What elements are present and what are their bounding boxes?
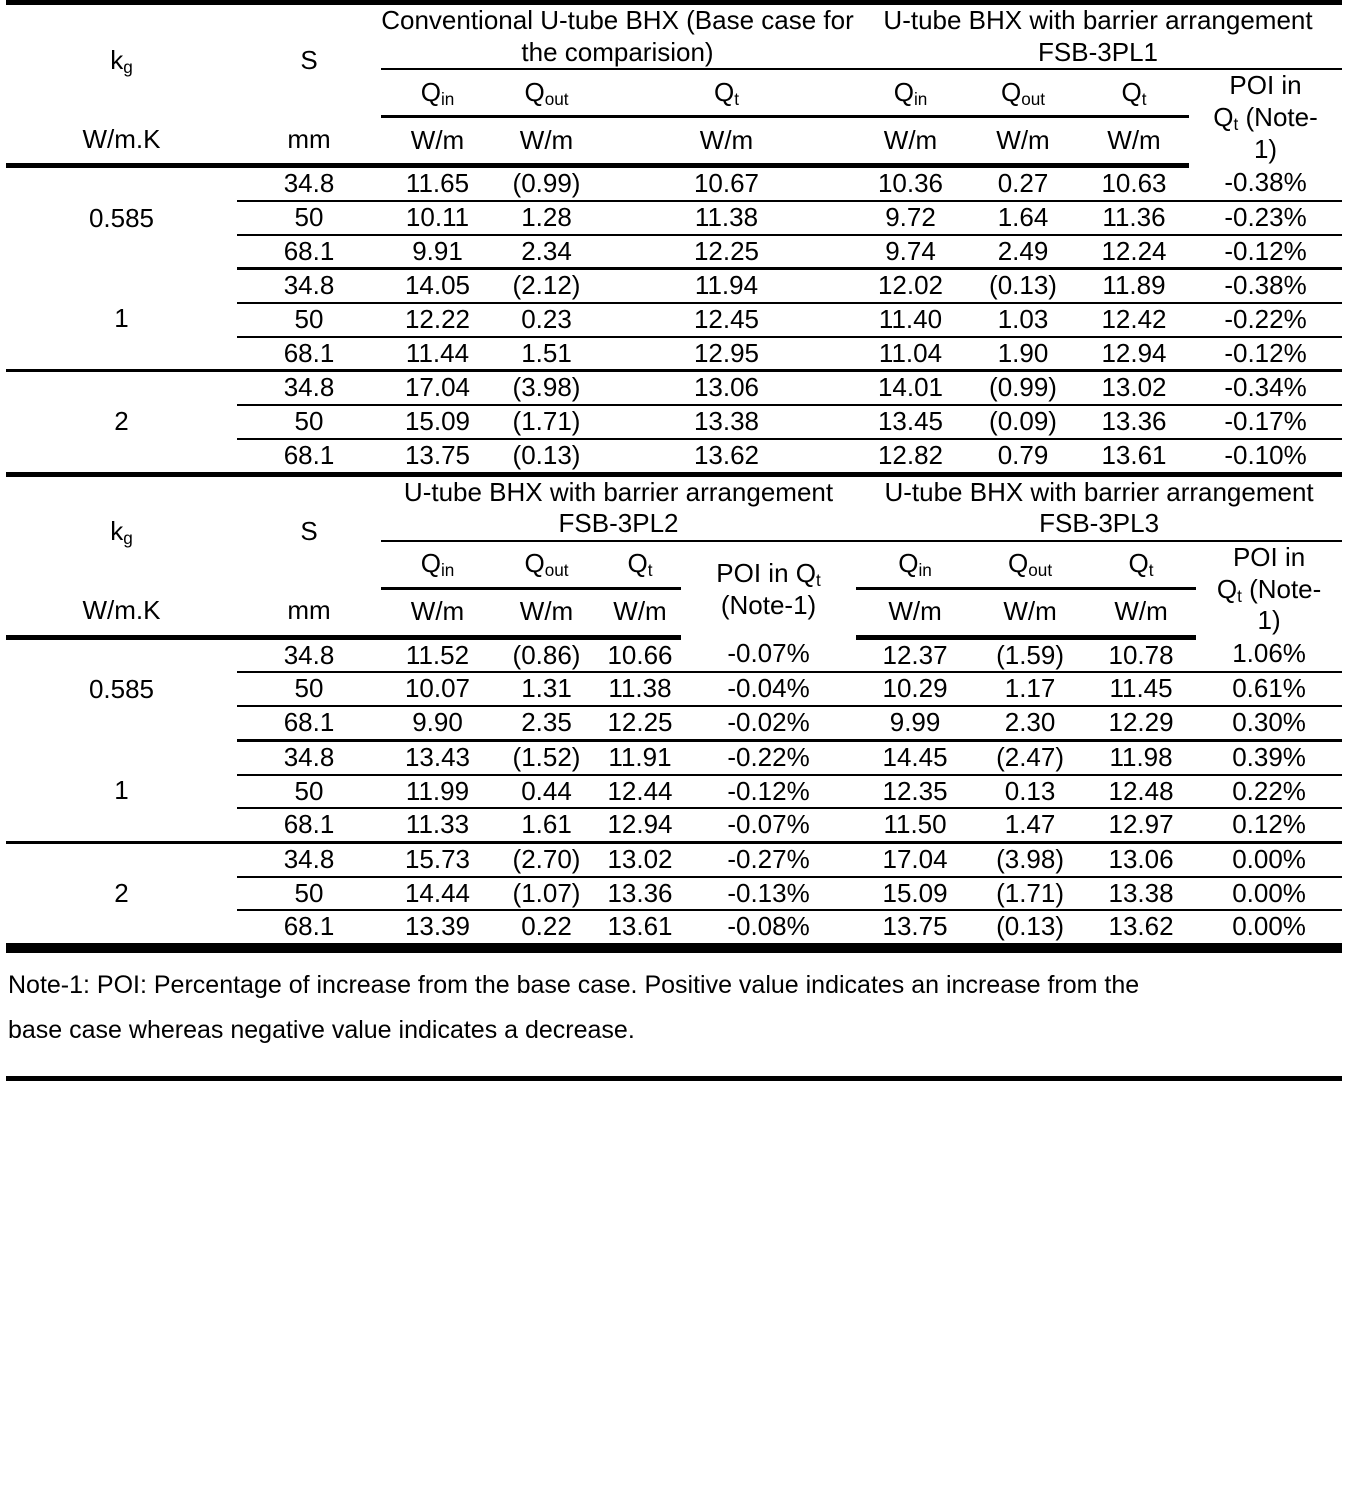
cell-p3-poi: 0.39% bbox=[1196, 740, 1342, 774]
s-symbol: S bbox=[300, 516, 318, 547]
cell-p3-poi: 0.12% bbox=[1196, 808, 1342, 842]
cell-base-qin: 13.75 bbox=[381, 439, 494, 474]
cell-p1-poi: -0.17% bbox=[1189, 405, 1342, 439]
cell-p3-qin: 14.45 bbox=[856, 740, 974, 774]
cell-p2-qout: 1.31 bbox=[494, 672, 599, 706]
cell-p2-qin: 14.44 bbox=[381, 877, 494, 911]
cell-p3-qout: (0.13) bbox=[974, 910, 1086, 945]
cell-p1-poi: -0.10% bbox=[1189, 439, 1342, 474]
unit-s: mm bbox=[237, 588, 381, 637]
group-header-row bbox=[6, 3, 1342, 70]
col-header-base-qt: $Q_t$ bbox=[599, 69, 854, 116]
cell-p3-qin: 9.99 bbox=[856, 706, 974, 740]
table-row bbox=[6, 637, 1342, 672]
poi-line-2: $Q_t$ (Note- bbox=[1216, 573, 1322, 606]
cell-p3-qt: 10.78 bbox=[1086, 637, 1196, 672]
cell-p2-qin: 13.43 bbox=[381, 740, 494, 774]
stub-header-kg bbox=[6, 477, 237, 588]
unit-p2-qin: W/m bbox=[381, 588, 494, 637]
cell-p3-qt: 12.48 bbox=[1086, 775, 1196, 809]
cell-p3-qout: (1.71) bbox=[974, 877, 1086, 911]
unit-p2-qt: W/m bbox=[599, 588, 681, 637]
cell-p1-qin: 10.36 bbox=[854, 166, 967, 201]
cell-p1-qin: 9.74 bbox=[854, 235, 967, 269]
cell-base-qin: 17.04 bbox=[381, 371, 494, 405]
cell-p1-poi: -0.12% bbox=[1189, 337, 1342, 371]
cell-p2-poi: -0.27% bbox=[681, 842, 856, 876]
cell-s: 68.1 bbox=[237, 910, 381, 945]
cell-base-qt: 12.95 bbox=[599, 337, 854, 371]
cell-base-qout: 2.34 bbox=[494, 235, 599, 269]
table-row bbox=[6, 740, 1342, 774]
cell-p2-poi: -0.12% bbox=[681, 775, 856, 809]
unit-kg: W/m.K bbox=[6, 116, 237, 165]
cell-p3-poi: 0.00% bbox=[1196, 910, 1342, 945]
group-header-conventional: Conventional U-tube BHX (Base case for the comparision) bbox=[381, 3, 854, 70]
footnote-line-2: base case whereas negative value indicates a decrease. bbox=[8, 1015, 635, 1044]
col-header-p2-qin: $Q_{in}$ bbox=[381, 541, 494, 588]
cell-s: 68.1 bbox=[237, 439, 381, 474]
unit-header-row bbox=[6, 116, 1342, 165]
group-header-fsb3pl3: U-tube BHX with barrier arrangement FSB-3PL3 bbox=[856, 477, 1342, 541]
col-header-p1-qt: $Q_t$ bbox=[1079, 69, 1189, 116]
cell-p2-qout: 0.44 bbox=[494, 775, 599, 809]
cell-base-qin: 11.65 bbox=[381, 166, 494, 201]
cell-p3-qin: 12.35 bbox=[856, 775, 974, 809]
cell-p3-qin: 15.09 bbox=[856, 877, 974, 911]
col-header-p2-qout: $Q_{out}$ bbox=[494, 541, 599, 588]
cell-p1-qout: 1.64 bbox=[967, 201, 1079, 235]
col-header-base-qout: $Q_{out}$ bbox=[494, 69, 599, 116]
cell-p2-poi: -0.07% bbox=[681, 808, 856, 842]
cell-p2-poi: -0.02% bbox=[681, 706, 856, 740]
cell-p2-poi: -0.08% bbox=[681, 910, 856, 945]
unit-base-qout: W/m bbox=[494, 116, 599, 165]
cell-p3-poi: 0.30% bbox=[1196, 706, 1342, 740]
stub-header-kg bbox=[6, 3, 237, 117]
cell-p1-qt: 13.61 bbox=[1079, 439, 1189, 474]
cell-p1-qt: 12.94 bbox=[1079, 337, 1189, 371]
unit-kg: W/m.K bbox=[6, 588, 237, 637]
cell-base-qout: (1.71) bbox=[494, 405, 599, 439]
cell-p2-qout: (2.70) bbox=[494, 842, 599, 876]
cell-p1-qin: 11.04 bbox=[854, 337, 967, 371]
cell-p2-poi: -0.22% bbox=[681, 740, 856, 774]
cell-p1-poi: -0.38% bbox=[1189, 269, 1342, 303]
table-row bbox=[6, 371, 1342, 405]
cell-base-qout: (0.99) bbox=[494, 166, 599, 201]
cell-base-qt: 13.38 bbox=[599, 405, 854, 439]
cell-base-qin: 10.11 bbox=[381, 201, 494, 235]
cell-base-qout: 1.28 bbox=[494, 201, 599, 235]
cell-p3-poi: 1.06% bbox=[1196, 637, 1342, 672]
results-table-part2 bbox=[6, 477, 1342, 949]
cell-p3-qt: 13.62 bbox=[1086, 910, 1196, 945]
cell-p3-qt: 13.38 bbox=[1086, 877, 1196, 911]
cell-p3-qout: (2.47) bbox=[974, 740, 1086, 774]
cell-p3-qin: 12.37 bbox=[856, 637, 974, 672]
cell-p2-qt: 13.61 bbox=[599, 910, 681, 945]
cell-base-qin: 15.09 bbox=[381, 405, 494, 439]
cell-p1-poi: -0.34% bbox=[1189, 371, 1342, 405]
cell-p1-qout: 2.49 bbox=[967, 235, 1079, 269]
poi2-line-2: (Note-1) bbox=[720, 589, 817, 620]
cell-base-qt: 11.94 bbox=[599, 269, 854, 303]
cell-kg: 1 bbox=[6, 740, 237, 842]
cell-p3-qout: 2.30 bbox=[974, 706, 1086, 740]
stub-header-s bbox=[237, 3, 381, 117]
cell-p1-qt: 12.24 bbox=[1079, 235, 1189, 269]
table-row bbox=[6, 166, 1342, 201]
cell-p3-qout: 1.17 bbox=[974, 672, 1086, 706]
cell-s: 50 bbox=[237, 303, 381, 337]
cell-base-qin: 9.91 bbox=[381, 235, 494, 269]
cell-p1-qt: 10.63 bbox=[1079, 166, 1189, 201]
cell-p1-qt: 12.42 bbox=[1079, 303, 1189, 337]
cell-s: 34.8 bbox=[237, 269, 381, 303]
cell-base-qin: 12.22 bbox=[381, 303, 494, 337]
unit-p1-qin: W/m bbox=[854, 116, 967, 165]
cell-s: 68.1 bbox=[237, 235, 381, 269]
kg-subscript: g bbox=[123, 56, 133, 77]
cell-p2-qin: 10.07 bbox=[381, 672, 494, 706]
cell-p3-poi: 0.00% bbox=[1196, 877, 1342, 911]
cell-s: 34.8 bbox=[237, 842, 381, 876]
cell-base-qout: (3.98) bbox=[494, 371, 599, 405]
cell-kg: 0.585 bbox=[88, 674, 155, 705]
cell-p1-qout: 1.03 bbox=[967, 303, 1079, 337]
col-header-p3-qout: $Q_{out}$ bbox=[974, 541, 1086, 588]
cell-p2-qt: 12.94 bbox=[599, 808, 681, 842]
cell-p2-qout: (1.52) bbox=[494, 740, 599, 774]
cell-p1-qout: 0.79 bbox=[967, 439, 1079, 474]
cell-p2-qout: (1.07) bbox=[494, 877, 599, 911]
cell-p1-qin: 14.01 bbox=[854, 371, 967, 405]
group-header-row bbox=[6, 477, 1342, 541]
cell-p2-poi: -0.04% bbox=[681, 672, 856, 706]
cell-kg: 1 bbox=[6, 269, 237, 371]
cell-p1-qt: 13.02 bbox=[1079, 371, 1189, 405]
cell-p3-qin: 13.75 bbox=[856, 910, 974, 945]
unit-p2-qout: W/m bbox=[494, 588, 599, 637]
cell-p3-qt: 11.98 bbox=[1086, 740, 1196, 774]
poi-line-1: POI in bbox=[1229, 70, 1302, 101]
unit-header-row bbox=[6, 588, 1342, 637]
col-header-p1-qout: $Q_{out}$ bbox=[967, 69, 1079, 116]
unit-s: mm bbox=[237, 116, 381, 165]
cell-s: 50 bbox=[237, 775, 381, 809]
table-row bbox=[6, 269, 1342, 303]
cell-p3-qout: (1.59) bbox=[974, 637, 1086, 672]
s-symbol: S bbox=[300, 44, 318, 75]
cell-s: 34.8 bbox=[237, 371, 381, 405]
group-header-fsb3pl2: U-tube BHX with barrier arrangement FSB-3PL2 bbox=[381, 477, 856, 541]
cell-p3-poi: 0.61% bbox=[1196, 672, 1342, 706]
cell-p1-qout: (0.09) bbox=[967, 405, 1079, 439]
cell-p1-qt: 11.89 bbox=[1079, 269, 1189, 303]
col-header-p2-poi bbox=[681, 541, 856, 637]
kg-symbol: k bbox=[110, 44, 124, 75]
cell-p1-qin: 9.72 bbox=[854, 201, 967, 235]
unit-p3-qt: W/m bbox=[1086, 588, 1196, 637]
cell-s: 68.1 bbox=[237, 337, 381, 371]
cell-p2-qt: 13.36 bbox=[599, 877, 681, 911]
cell-kg: 2 bbox=[6, 842, 237, 945]
cell-p1-qout: (0.99) bbox=[967, 371, 1079, 405]
stub-header-s bbox=[237, 477, 381, 588]
cell-p3-qt: 13.06 bbox=[1086, 842, 1196, 876]
cell-s: 50 bbox=[237, 201, 381, 235]
cell-base-qout: (0.13) bbox=[494, 439, 599, 474]
unit-p3-qout: W/m bbox=[974, 588, 1086, 637]
unit-base-qin: W/m bbox=[381, 116, 494, 165]
footnote-line-1: Note-1: POI: Percentage of increase from the base case. Positive value indicates an increase from the bbox=[8, 971, 1140, 1000]
col-header-p1-poi bbox=[1189, 69, 1342, 165]
cell-base-qout: 1.51 bbox=[494, 337, 599, 371]
group-header-fsb3pl1: U-tube BHX with barrier arrangement FSB-3PL1 bbox=[854, 3, 1342, 70]
cell-base-qt: 12.45 bbox=[599, 303, 854, 337]
cell-p3-qout: (3.98) bbox=[974, 842, 1086, 876]
cell-p1-qt: 13.36 bbox=[1079, 405, 1189, 439]
poi-line-2: $Q_t$ (Note- bbox=[1213, 102, 1318, 134]
cell-p2-qin: 11.52 bbox=[381, 637, 494, 672]
cell-s: 50 bbox=[237, 405, 381, 439]
table-row bbox=[6, 842, 1342, 876]
cell-s: 34.8 bbox=[237, 166, 381, 201]
cell-p2-qt: 11.38 bbox=[599, 672, 681, 706]
cell-s: 50 bbox=[237, 672, 381, 706]
cell-s: 34.8 bbox=[237, 740, 381, 774]
cell-base-qin: 14.05 bbox=[381, 269, 494, 303]
poi-line-3: 1) bbox=[1253, 133, 1278, 164]
cell-p2-qin: 9.90 bbox=[381, 706, 494, 740]
col-header-p3-qt: $Q_t$ bbox=[1086, 541, 1196, 588]
cell-p1-poi: -0.23% bbox=[1189, 201, 1342, 235]
cell-p2-qout: (0.86) bbox=[494, 637, 599, 672]
cell-p1-qin: 12.02 bbox=[854, 269, 967, 303]
cell-base-qout: 0.23 bbox=[494, 303, 599, 337]
cell-kg: 2 bbox=[6, 371, 237, 474]
cell-p3-qt: 12.29 bbox=[1086, 706, 1196, 740]
cell-p2-poi: -0.13% bbox=[681, 877, 856, 911]
cell-s: 68.1 bbox=[237, 706, 381, 740]
unit-base-qt: W/m bbox=[599, 116, 854, 165]
table-footnote bbox=[6, 948, 1342, 1081]
cell-p1-qout: (0.13) bbox=[967, 269, 1079, 303]
cell-kg: 0.585 bbox=[88, 202, 155, 233]
cell-p2-qin: 15.73 bbox=[381, 842, 494, 876]
cell-p1-poi: -0.22% bbox=[1189, 303, 1342, 337]
poi-line-3: 1) bbox=[1257, 605, 1281, 636]
unit-p1-qt: W/m bbox=[1079, 116, 1189, 165]
cell-p1-qin: 12.82 bbox=[854, 439, 967, 474]
cell-p1-poi: -0.38% bbox=[1189, 166, 1342, 201]
col-header-p3-poi bbox=[1196, 541, 1342, 637]
kg-symbol: k bbox=[110, 516, 124, 547]
cell-p2-qin: 11.33 bbox=[381, 808, 494, 842]
cell-p2-qin: 11.99 bbox=[381, 775, 494, 809]
cell-p3-qout: 1.47 bbox=[974, 808, 1086, 842]
cell-s: 50 bbox=[237, 877, 381, 911]
cell-p2-qt: 11.91 bbox=[599, 740, 681, 774]
col-header-p1-qin: $Q_{in}$ bbox=[854, 69, 967, 116]
unit-p1-qout: W/m bbox=[967, 116, 1079, 165]
cell-s: 34.8 bbox=[237, 637, 381, 672]
cell-p2-qin: 13.39 bbox=[381, 910, 494, 945]
cell-p3-qin: 11.50 bbox=[856, 808, 974, 842]
cell-base-qt: 13.62 bbox=[599, 439, 854, 474]
cell-p2-qout: 1.61 bbox=[494, 808, 599, 842]
results-table-part1 bbox=[6, 0, 1342, 477]
cell-p1-qout: 1.90 bbox=[967, 337, 1079, 371]
col-header-p2-qt: $Q_t$ bbox=[599, 541, 681, 588]
cell-p1-qt: 11.36 bbox=[1079, 201, 1189, 235]
cell-p2-qout: 0.22 bbox=[494, 910, 599, 945]
cell-base-qt: 12.25 bbox=[599, 235, 854, 269]
unit-p3-qin: W/m bbox=[856, 588, 974, 637]
kg-subscript: g bbox=[123, 528, 133, 549]
cell-p2-qt: 13.02 bbox=[599, 842, 681, 876]
cell-base-qt: 13.06 bbox=[599, 371, 854, 405]
cell-p3-poi: 0.00% bbox=[1196, 842, 1342, 876]
cell-p2-qout: 2.35 bbox=[494, 706, 599, 740]
cell-p1-poi: -0.12% bbox=[1189, 235, 1342, 269]
cell-p3-qt: 11.45 bbox=[1086, 672, 1196, 706]
col-header-p3-qin: $Q_{in}$ bbox=[856, 541, 974, 588]
cell-p1-qin: 13.45 bbox=[854, 405, 967, 439]
cell-p2-qt: 10.66 bbox=[599, 637, 681, 672]
cell-p3-qin: 10.29 bbox=[856, 672, 974, 706]
cell-s: 68.1 bbox=[237, 808, 381, 842]
cell-base-qout: (2.12) bbox=[494, 269, 599, 303]
cell-base-qt: 11.38 bbox=[599, 201, 854, 235]
poi-line-1: POI in bbox=[1232, 542, 1306, 572]
cell-p1-qin: 11.40 bbox=[854, 303, 967, 337]
cell-base-qt: 10.67 bbox=[599, 166, 854, 201]
cell-p3-qt: 12.97 bbox=[1086, 808, 1196, 842]
cell-p2-qt: 12.25 bbox=[599, 706, 681, 740]
cell-p3-poi: 0.22% bbox=[1196, 775, 1342, 809]
cell-p2-poi: -0.07% bbox=[681, 637, 856, 672]
cell-p3-qin: 17.04 bbox=[856, 842, 974, 876]
cell-p1-qout: 0.27 bbox=[967, 166, 1079, 201]
cell-base-qin: 11.44 bbox=[381, 337, 494, 371]
col-header-base-qin: $Q_{in}$ bbox=[381, 69, 494, 116]
cell-p2-qt: 12.44 bbox=[599, 775, 681, 809]
poi2-line-1: POI in $Q_t$ bbox=[716, 557, 821, 590]
cell-p3-qout: 0.13 bbox=[974, 775, 1086, 809]
